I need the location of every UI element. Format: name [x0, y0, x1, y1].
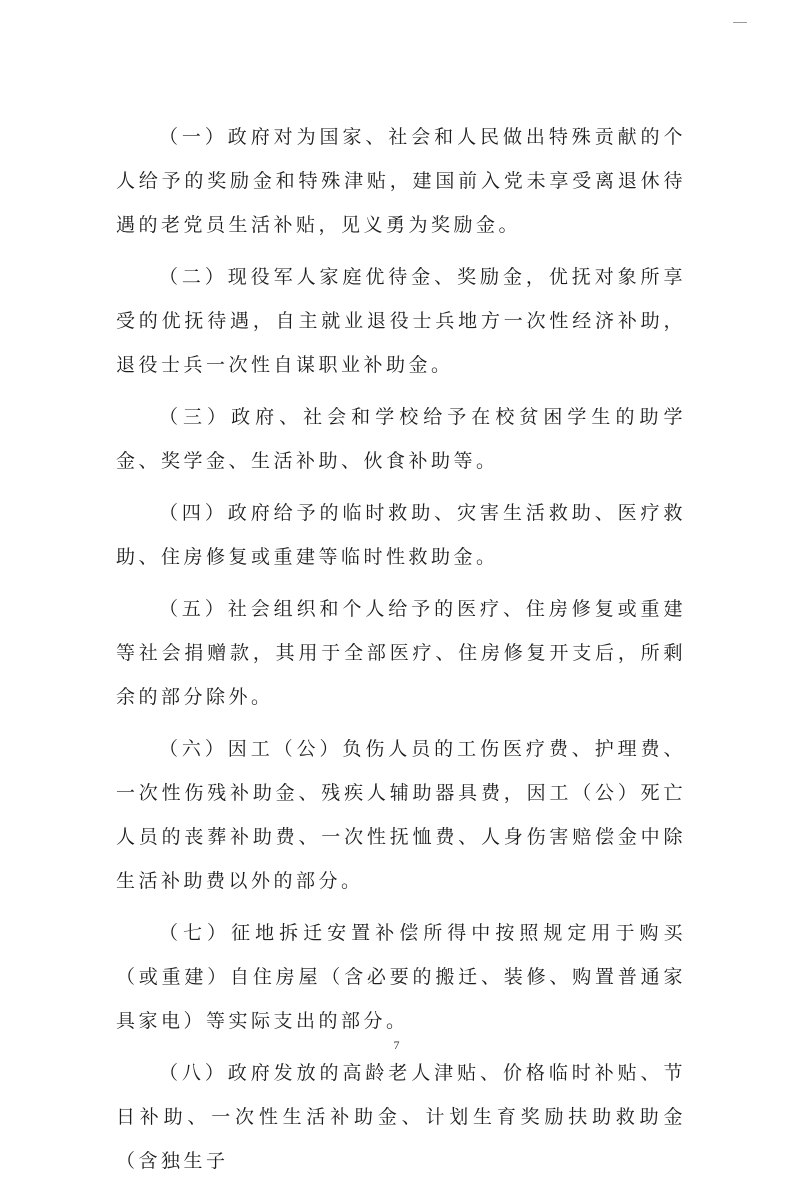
scan-edge-mark — [733, 22, 747, 23]
document-body — [116, 115, 686, 1191]
paragraph-item-6: （六）因工（公）负伤人员的工伤医疗费、护理费、一次性伤残补助金、残疾人辅助器具费，因工（公）死亡人员的丧葬补助费、一次性抚恤费、人身伤害赔偿金中除生活补助费以外的部分。 — [116, 738, 686, 892]
paragraph-item-2: （二）现役军人家庭优待金、奖励金，优抚对象所享受的优抚待遇，自主就业退役士兵地方一次性经济补助，退役士兵一次性自谋职业补助金。 — [116, 266, 686, 376]
paragraph-item-8: （八）政府发放的高龄老人津贴、价格临时补贴、节日补助、一次性生活补助金、计划生育奖励扶助救助金（含独生子 — [116, 1062, 686, 1172]
paragraph-item-5: （五）社会组织和个人给予的医疗、住房修复或重建等社会捐赠款，其用于全部医疗、住房修复开支后，所剩余的部分除外。 — [116, 598, 686, 708]
paragraph-item-3: （三）政府、社会和学校给予在校贫困学生的助学金、奖学金、生活补助、伙食补助等。 — [116, 406, 686, 472]
paragraph-item-4: （四）政府给予的临时救助、灾害生活救助、医疗救助、住房修复或重建等临时性救助金。 — [116, 502, 686, 568]
paragraph-item-7: （七）征地拆迁安置补偿所得中按照规定用于购买（或重建）自住房屋（含必要的搬迁、装修、购置普通家具家电）等实际支出的部分。 — [116, 922, 686, 1032]
paragraph-item-1: （一）政府对为国家、社会和人民做出特殊贡献的个人给予的奖励金和特殊津贴，建国前入党未享受离退休待遇的老党员生活补贴，见义勇为奖励金。 — [116, 126, 686, 236]
page-number: 7 — [393, 1038, 400, 1052]
